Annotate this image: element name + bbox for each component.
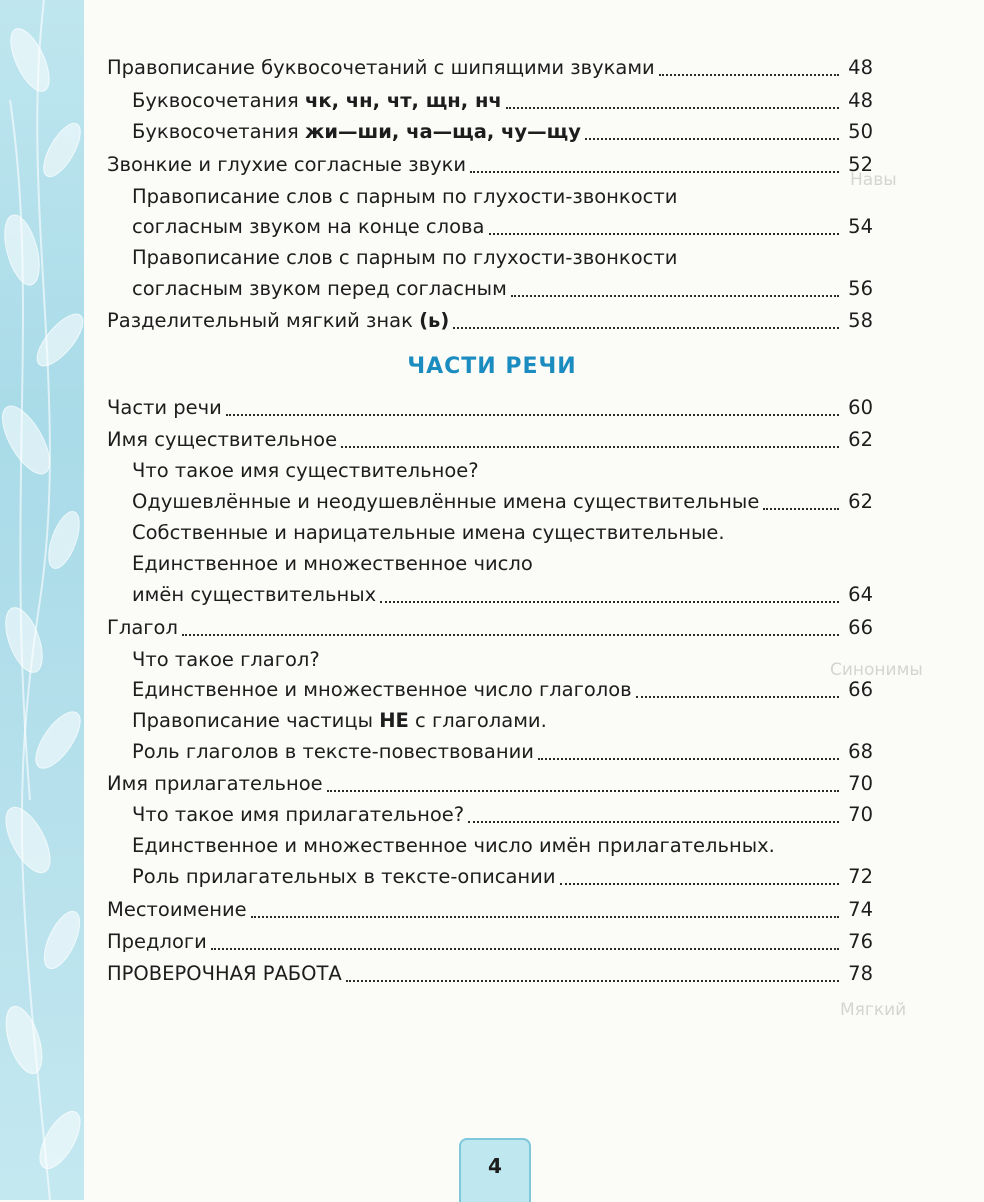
toc-page-number: 74 xyxy=(848,898,873,921)
dot-leader xyxy=(506,107,839,109)
toc-entry-title: Имя прилагательное xyxy=(107,772,323,795)
toc-entry[interactable] xyxy=(132,798,873,828)
toc-entry[interactable] xyxy=(132,272,873,302)
toc-entry[interactable] xyxy=(132,180,873,210)
toc-entry[interactable] xyxy=(107,391,873,421)
toc-page-number: 72 xyxy=(848,865,873,888)
bleed-through-text: Синонимы xyxy=(830,660,923,680)
toc-entry[interactable] xyxy=(132,704,873,734)
dot-leader xyxy=(585,138,839,140)
dot-leader xyxy=(470,171,839,173)
dot-leader xyxy=(636,696,839,698)
toc-entry-bold: чк, чн, чт, щн, нч xyxy=(304,89,502,112)
toc-page-number: 66 xyxy=(848,678,873,701)
toc-entry[interactable] xyxy=(132,84,873,114)
toc-entry-title: согласным звуком перед согласным xyxy=(132,277,507,300)
toc-entry-title: Предлоги xyxy=(107,930,207,953)
toc-entry[interactable] xyxy=(132,829,873,859)
toc-page-number: 60 xyxy=(848,396,873,419)
dot-leader xyxy=(560,883,839,885)
toc-page-number: 68 xyxy=(848,740,873,763)
toc-entry[interactable] xyxy=(132,115,873,145)
toc-entry-title: Буквосочетания жи—ши, ча—ща, чу—щу xyxy=(132,120,581,143)
toc-entry-title: Роль прилагательных в тексте-описании xyxy=(132,865,556,888)
toc-entry[interactable] xyxy=(107,148,873,178)
toc-entry[interactable] xyxy=(132,485,873,515)
toc-entry-title: Единственное и множественное число xyxy=(132,552,533,575)
toc-entry-title: Правописание буквосочетаний с шипящими звуками xyxy=(107,56,655,79)
toc-entry-title: Имя существительное xyxy=(107,428,338,451)
toc-entry-title: Единственное и множественное число глаголов xyxy=(132,678,632,701)
toc-page-number: 52 xyxy=(848,153,873,176)
dot-leader xyxy=(538,758,839,760)
dot-leader xyxy=(182,634,839,636)
toc-entry-title: Буквосочетания чк, чн, чт, щн, нч xyxy=(132,89,502,112)
toc-entry[interactable] xyxy=(132,643,873,673)
toc-entry-title: Правописание частицы НЕ с глаголами. xyxy=(132,709,547,732)
bleed-through-text: Навы xyxy=(850,170,897,190)
toc-page-number: 62 xyxy=(848,490,873,513)
toc-entry-title: Что такое имя прилагательное? xyxy=(132,803,465,826)
bleed-through-text: Мягкий xyxy=(840,1000,907,1020)
toc-entry[interactable] xyxy=(107,925,873,955)
toc-entry[interactable] xyxy=(132,454,873,484)
dot-leader xyxy=(226,414,839,416)
toc-entry-title: Что такое имя существительное? xyxy=(132,459,479,482)
toc-page-number: 70 xyxy=(848,772,873,795)
toc-page-number: 58 xyxy=(848,309,873,332)
toc-entry-title: имён существительных xyxy=(132,583,377,606)
toc-page-number: 62 xyxy=(848,428,873,451)
toc-entry-title: Звонкие и глухие согласные звуки xyxy=(107,153,467,176)
toc-entry[interactable] xyxy=(107,893,873,923)
dot-leader xyxy=(327,790,839,792)
toc-entry-title: Правописание слов с парным по глухости-звонкости xyxy=(132,185,678,208)
toc-entry-title: согласным звуком на конце слова xyxy=(132,215,485,238)
toc-entry[interactable] xyxy=(132,860,873,890)
toc-entry[interactable] xyxy=(107,304,873,334)
toc-page-number: 48 xyxy=(848,56,873,79)
toc-entry-title: Собственные и нарицательные имена существительные. xyxy=(132,521,725,544)
toc-page-number: 54 xyxy=(848,215,873,238)
dot-leader xyxy=(346,980,839,982)
toc-entry-title: Единственное и множественное число имён прилагательных. xyxy=(132,834,775,857)
toc-entry[interactable] xyxy=(132,241,873,271)
section-heading: ЧАСТИ РЕЧИ xyxy=(407,354,577,379)
toc-entry[interactable] xyxy=(132,578,873,608)
toc-entry[interactable] xyxy=(132,516,873,546)
toc-entry-title: ПРОВЕРОЧНАЯ РАБОТА xyxy=(107,962,342,985)
dot-leader xyxy=(211,948,839,950)
toc-entry[interactable] xyxy=(107,51,873,81)
dot-leader xyxy=(511,295,839,297)
toc-entry-bold: жи—ши, ча—ща, чу—щу xyxy=(304,120,581,143)
toc-entry-title: Части речи xyxy=(107,396,222,419)
dot-leader xyxy=(380,601,839,603)
toc-page-number: 64 xyxy=(848,583,873,606)
dot-leader xyxy=(468,821,839,823)
dot-leader xyxy=(453,327,839,329)
toc-entry-title: Одушевлённые и неодушевлённые имена существительные xyxy=(132,490,760,513)
toc-entry-title: Роль глаголов в тексте-повествовании xyxy=(132,740,534,763)
toc-page-number: 66 xyxy=(848,616,873,639)
dot-leader xyxy=(763,508,839,510)
toc-entry[interactable] xyxy=(132,547,873,577)
toc-page-number: 48 xyxy=(848,89,873,112)
toc-page-number: 76 xyxy=(848,930,873,953)
toc-entry-title: Разделительный мягкий знак (ь) xyxy=(107,309,450,332)
toc-entry-title: Глагол xyxy=(107,616,178,639)
dot-leader xyxy=(659,74,839,76)
dot-leader xyxy=(251,916,839,918)
toc-entry[interactable] xyxy=(107,767,873,797)
toc-entry-title: Правописание слов с парным по глухости-звонкости xyxy=(132,246,678,269)
dot-leader xyxy=(489,233,840,235)
toc-entry[interactable] xyxy=(107,957,873,987)
toc-entry[interactable] xyxy=(107,611,873,641)
toc-entry-title: Что такое глагол? xyxy=(132,648,320,671)
toc-page-number: 70 xyxy=(848,803,873,826)
toc-entry-title: Местоимение xyxy=(107,898,247,921)
toc-page-number: 78 xyxy=(848,962,873,985)
toc-entry-bold: (ь) xyxy=(419,309,450,332)
toc-entry[interactable] xyxy=(132,673,873,703)
page-number: 4 xyxy=(488,1154,502,1178)
toc-page-number: 56 xyxy=(848,277,873,300)
toc-entry[interactable] xyxy=(107,423,873,453)
page-number-tab xyxy=(459,1138,531,1202)
toc-entry-bold: НЕ xyxy=(379,709,409,732)
dot-leader xyxy=(341,446,839,448)
toc-page-number: 50 xyxy=(848,120,873,143)
toc-entry[interactable] xyxy=(132,735,873,765)
toc-entry[interactable] xyxy=(132,210,873,240)
